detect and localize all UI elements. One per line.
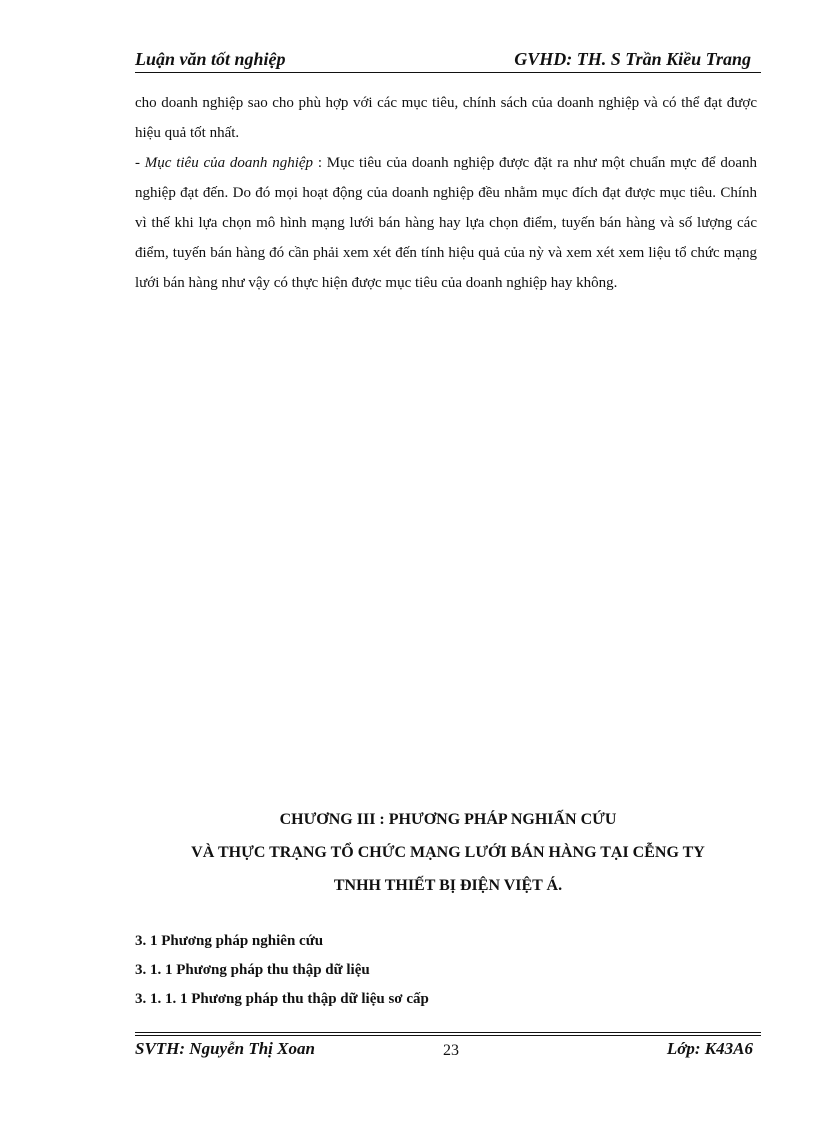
footer-class: Lớp: K43A6: [666, 1039, 753, 1058]
header-advisor: GVHD: TH. S Trần Kiều Trang: [514, 49, 751, 69]
paragraph-2-text: : Mục tiêu của doanh nghiệp được đặt ra như một chuẩn mực để doanh nghiệp đạt đến. Do đó mọi hoạt động của doanh nghiệp đều nhằm mục đích đạt được mục tiêu. Chính vì thế khi lựa chọn mô hình mạng lưới bán hàng hay lựa chọn điểm, tuyến bán hàng và số lượng các điểm, tuyến bán hàng đó cần phải xem xét đến tính hiệu quả của nỳ và xem xét xem liệu tổ chức mạng lưới bán hàng như vậy có thực hiện được mục tiêu của doanh nghiệp hay không.: [135, 155, 757, 291]
header-thesis-title: Luận văn tốt nghiệp: [135, 49, 286, 69]
chapter-heading-line-1: CHƯƠNG III : PHƯƠNG PHÁP NGHIẤN CỨU: [279, 811, 617, 828]
body-text: [135, 88, 757, 298]
footer-rule: [135, 1032, 761, 1036]
paragraph-2-italic-term: Mục tiêu của doanh nghiệp: [144, 155, 314, 171]
subsection-heading: 3. 1. 1 Phương pháp thu thập dữ liệu: [135, 962, 370, 978]
chapter-heading-line-2: VÀ THỰC TRẠNG TỔ CHỨC MẠNG LƯỚI BÁN HÀNG TẠI CỄNG TY: [191, 844, 705, 861]
header-rule: [135, 72, 761, 73]
paragraph-2: [135, 148, 757, 298]
section-headings: [135, 930, 755, 1017]
chapter-heading: [130, 803, 766, 902]
subsubsection-heading: 3. 1. 1. 1 Phương pháp thu thập dữ liệu sơ cấp: [135, 991, 429, 1007]
page-footer: [135, 1039, 761, 1065]
paragraph-2-prefix: -: [135, 155, 145, 171]
chapter-heading-line-3: TNHH THIẾT BỊ ĐIỆN VIỆT Á.: [333, 877, 563, 894]
footer-student-name: SVTH: Nguyễn Thị Xoan: [135, 1039, 315, 1058]
section-heading: 3. 1 Phương pháp nghiên cứu: [135, 933, 324, 949]
page-header: [135, 47, 761, 73]
page-number: 23: [443, 1042, 459, 1059]
paragraph-1: cho doanh nghiệp sao cho phù hợp với các mục tiêu, chính sách của doanh nghiệp và có thể đạt được hiệu quả tốt nhất.: [135, 95, 757, 141]
